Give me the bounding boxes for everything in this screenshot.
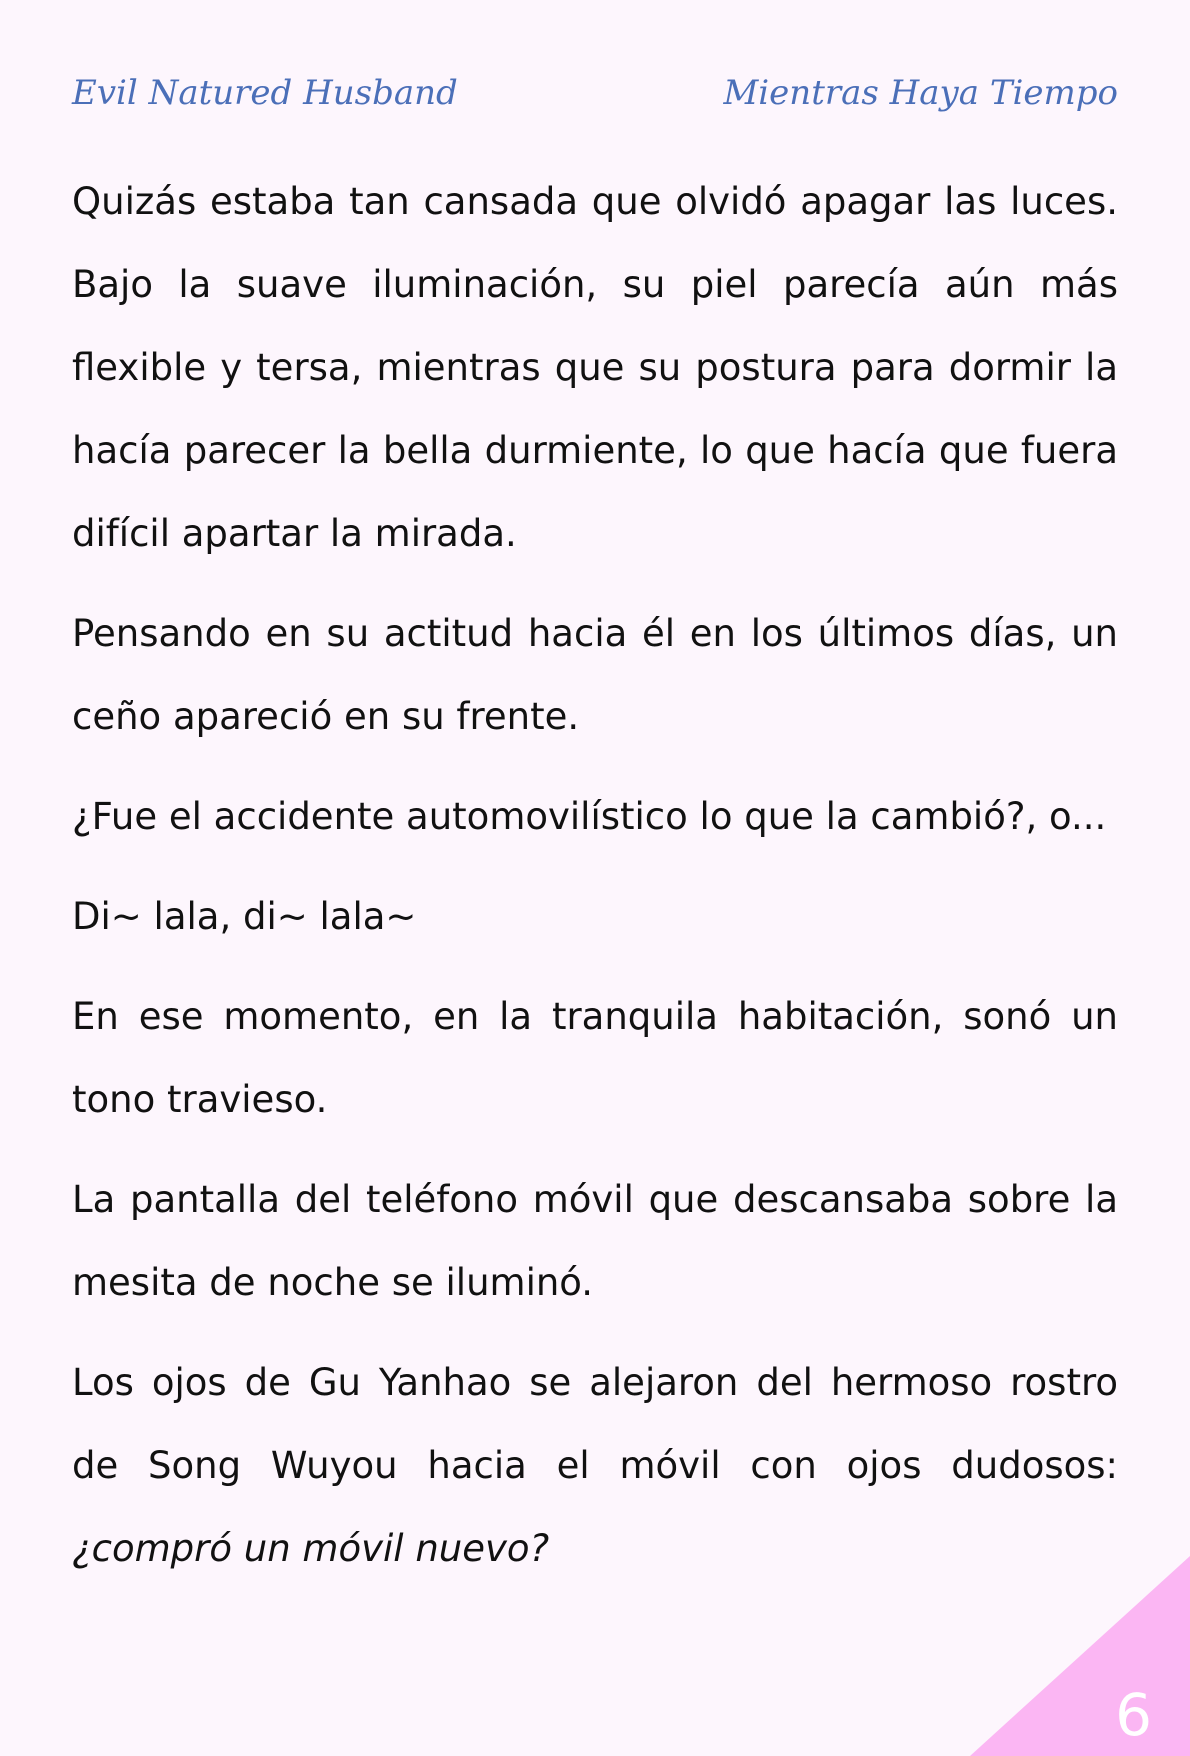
page-number: 6	[1115, 1681, 1152, 1749]
paragraph-text: Los ojos de Gu Yanhao se alejaron del hermoso rostro de Song Wuyou hacia el móvil con ojos dudosos:	[72, 1361, 1118, 1487]
paragraph	[72, 1341, 1118, 1590]
page-body	[72, 160, 1118, 1607]
translator-name: Mientras Haya Tiempo	[723, 73, 1118, 113]
page-header	[72, 68, 1118, 118]
paragraph: En ese momento, en la tranquila habitación, sonó un tono travieso.	[72, 995, 1118, 1121]
paragraph: Pensando en su actitud hacia él en los últimos días, un ceño apareció en su frente.	[72, 612, 1118, 738]
italic-thought: ¿compró un móvil nuevo?	[72, 1527, 550, 1570]
paragraph: Quizás estaba tan cansada que olvidó apagar las luces. Bajo la suave iluminación, su piel parecía aún más flexible y tersa, mientras que su postura para dormir la hacía parecer la bella durmiente, lo que hacía que fuera difícil apartar la mirada.	[72, 180, 1118, 555]
paragraph: Di~ lala, di~ lala~	[72, 895, 417, 938]
paragraph: La pantalla del teléfono móvil que descansaba sobre la mesita de noche se iluminó.	[72, 1178, 1118, 1304]
book-title: Evil Natured Husband	[72, 73, 458, 113]
paragraph: ¿Fue el accidente automovilístico lo que la cambió?, o...	[72, 795, 1107, 838]
